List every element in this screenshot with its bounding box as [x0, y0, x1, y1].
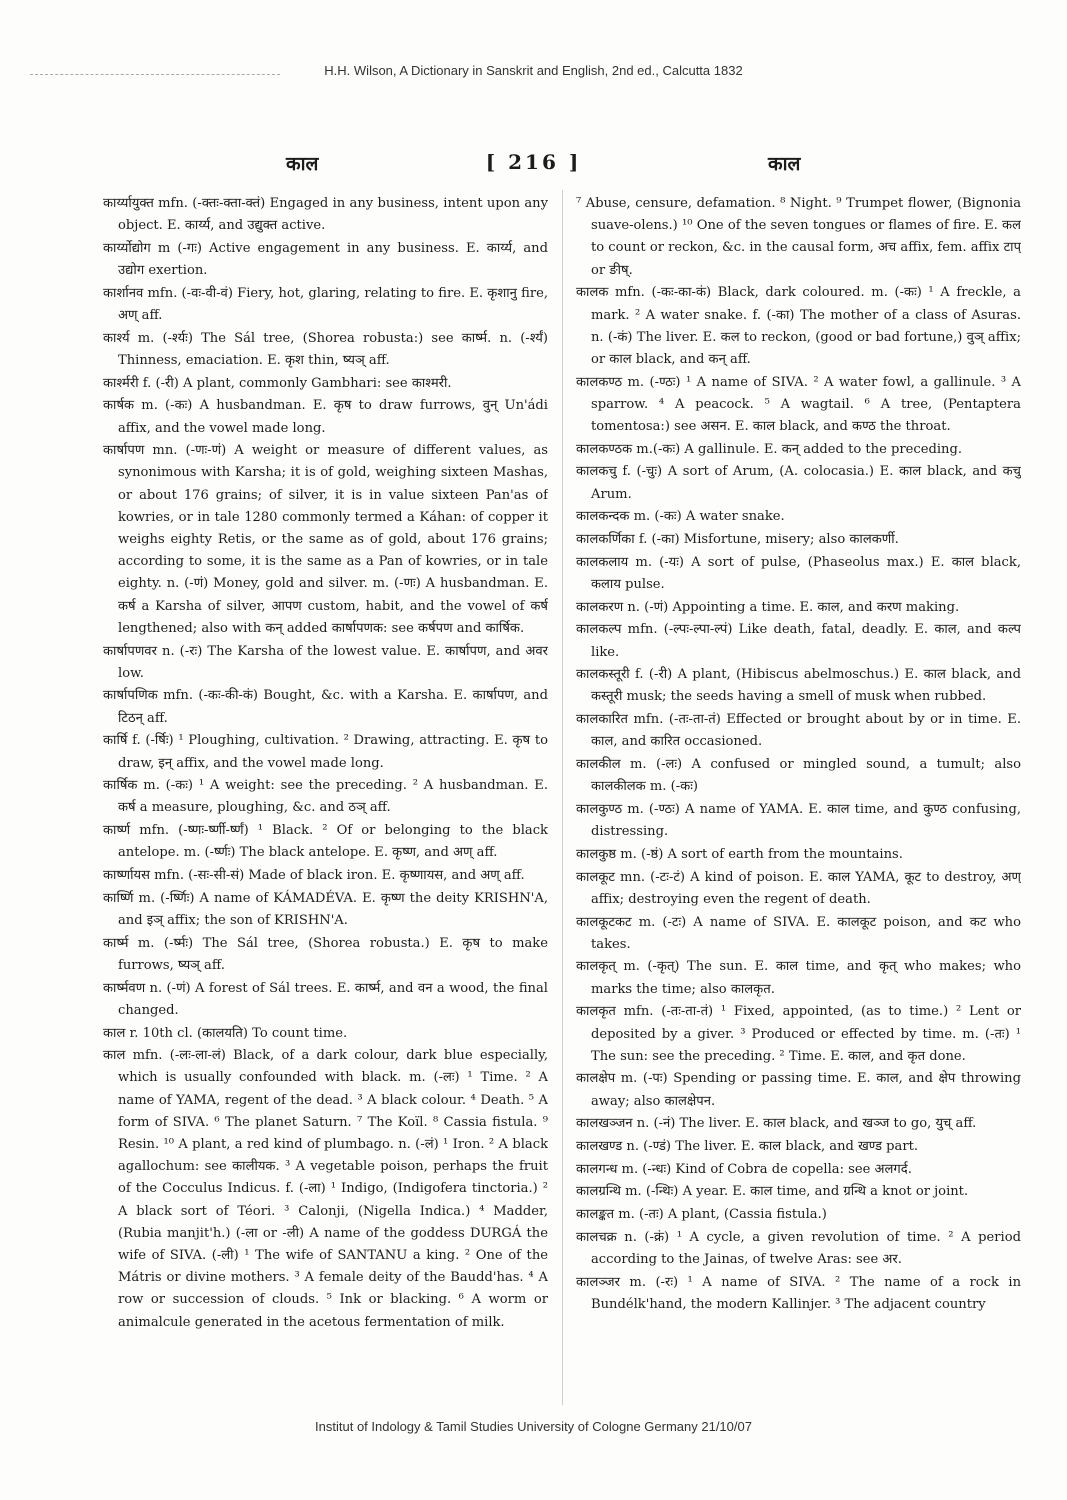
dictionary-entry: कार्षापणवर n. (-रः) The Karsha of the lowest value. E. कार्षापण, and अवर low. — [103, 643, 548, 681]
dictionary-entry: कालकारित mfn. (-तः-ता-तं) Effected or brought about by or in time. E. काल, and कारित occasioned. — [576, 712, 1021, 750]
dictionary-entry: कालकस्तूरी f. (-री) A plant, (Hibiscus abelmoschus.) E. काल black, and कस्तूरी musk; the seeds having a smell of musk when rubbed. — [576, 667, 1021, 705]
dictionary-entry: कार्ष्णि m. (-र्ष्णिः) A name of KÁMADÉVA. E. कृष्ण the deity KRISHN'A, and इञ् affix; the son of KRISHN'A. — [103, 890, 548, 928]
running-headword-left: काल — [286, 153, 319, 175]
dictionary-entry: कालक्षेप m. (-पः) Spending or passing time. E. काल, and क्षेप throwing away; also कालक्षेपन. — [576, 1071, 1021, 1109]
dictionary-entry: कालञ्जर m. (-रः) ¹ A name of SIVA. ² The name of a rock in Bundélk'hand, the modern Kallinjer. ³ The adjacent country — [576, 1274, 1021, 1312]
dictionary-entry: कालकूटकट m. (-टः) A name of SIVA. E. कालकूट poison, and कट who takes. — [576, 914, 1021, 952]
dictionary-entry: कालकण्ठ m. (-ण्ठः) ¹ A name of SIVA. ² A water fowl, a gallinule. ³ A sparrow. ⁴ A peacock. ⁵ A wagtail. ⁶ A tree, (Pentaptera tomentosa:) see असन. E. काल black, and कण्ठ the throat. — [576, 374, 1021, 435]
left-column — [103, 193, 548, 1403]
dictionary-entry: कालकूट mn. (-टः-टं) A kind of poison. E. काल YAMA, कूट to destroy, अण् affix; destroying even the regent of death. — [576, 869, 1021, 907]
dictionary-entry: कालखण्ड n. (-ण्डं) The liver. E. काल black, and खण्ड part. — [576, 1139, 919, 1155]
institution-caption: Institut of Indology & Tamil Studies University of Cologne Germany 21/10/07 — [315, 1419, 752, 1434]
dictionary-entry: कार्षापण mn. (-णः-णं) A weight or measure of different values, as synonimous with Karsha; it is of gold, weighing sixteen Mashas, or about 176 grains; of silver, it is in value sixteen Pan'as of kowries, or in tale 1280 commonly termed a Káhan: of copper it weighs eighty Retis, or the same as of gold, about 176 grains; according to some, it is the same as a Pan of kowries, or in tale eighty. n. (-णं) Money, gold and silver. m. (-णः) A husbandman. E. कर्ष a Karsha of silver, आपण custom, habit, and the vowel of कर्ष lengthened; also with कन् added कार्षापणक: see कर्षपण and कार्षिक. — [103, 443, 548, 636]
dictionary-entry: कालकुण्ठ m. (-ण्ठः) A name of YAMA. E. काल time, and कुण्ठ confusing, distressing. — [576, 801, 1021, 840]
dictionary-entry: कालकुष्ठ m. (-ष्ठं) A sort of earth from the mountains. — [576, 846, 903, 862]
dictionary-entry: कार्श्य m. (-र्श्यः) The Sál tree, (Shorea robusta:) see कार्ष्म. n. (-र्श्यं) Thinness, emaciation. E. कृश thin, ष्यञ् aff. — [103, 330, 548, 368]
right-column — [576, 193, 1021, 1403]
dictionary-entry: कालक mfn. (-कः-का-कं) Black, dark coloured. m. (-कः) ¹ A freckle, a mark. ² A water snake. f. (-का) The mother of a class of Asuras. n. (-कं) The liver. E. कल to reckon, (good or bad fortune,) वुञ् affix; or काल black, and कन् aff. — [576, 285, 1021, 367]
dictionary-entry: कालकलाय m. (-यः) A sort of pulse, (Phaseolus max.) E. काल black, कलाय pulse. — [576, 554, 1021, 592]
dictionary-entry: कार्शानव mfn. (-वः-वी-वं) Fiery, hot, glaring, relating to fire. E. कृशानु fire, अण् aff. — [103, 285, 548, 324]
dictionary-entry: कालकन्दक m. (-कः) A water snake. — [576, 509, 785, 525]
dictionary-entry: कालकील m. (-लः) A confused or mingled sound, a tumult; also कालकीलक m. (-कः) — [576, 757, 1021, 795]
dictionary-entry: कार्य्यायुक्त mfn. (-क्तः-क्ता-क्तं) Engaged in any business, intent upon any object. E. कार्य्य, and उद्युक्त active. — [103, 196, 548, 234]
dictionary-entry: कार्य्योद्योग m (-गः) Active engagement in any business. E. कार्य्य, and उद्योग exertion. — [103, 240, 548, 279]
dictionary-entry: कालकल्प mfn. (-ल्पः-ल्पा-ल्पं) Like death, fatal, deadly. E. काल, and कल्प like. — [576, 622, 1021, 660]
column-divider — [562, 190, 563, 1405]
source-caption: H.H. Wilson, A Dictionary in Sanskrit and English, 2nd ed., Calcutta 1832 — [324, 63, 743, 78]
dictionary-entry: कालकर्णिका f. (-का) Misfortune, misery; also कालकर्णी. — [576, 532, 899, 548]
dictionary-entry: कार्षि f. (-र्षिः) ¹ Ploughing, cultivation. ² Drawing, attracting. E. कृष to draw, इन् affix, and the vowel made long. — [103, 733, 548, 771]
dictionary-entry: ⁷ Abuse, censure, defamation. ⁸ Night. ⁹ Trumpet flower, (Bignonia suave-olens.) ¹⁰ One of the seven tongues or flames of fire. E. कल to count or reckon, &c. in the causal form, अच affix, fem. affix टाप् or ङीष्. — [576, 196, 1021, 278]
dictionary-entry: कालकृत् m. (-कृत्) The sun. E. काल time, and कृत् who makes; who marks the time; also कालकृत. — [576, 959, 1021, 997]
dictionary-entry: काल mfn. (-लः-ला-लं) Black, of a dark colour, dark blue especially, which is usually confounded with black. m. (-लः) ¹ Time. ² A name of YAMA, regent of the dead. ³ A black colour. ⁴ Death. ⁵ A form of SIVA. ⁶ The planet Saturn. ⁷ The Koïl. ⁸ Cassia fistula. ⁹ Resin. ¹⁰ A plant, a red kind of plumbago. n. (-लं) ¹ Iron. ² A black agallochum: see कालीयक. ³ A vegetable poison, perhaps the fruit of the Cocculus Indicus. f. (-ला) ¹ Indigo, (Indigofera tinctoria.) ² A black sort of Téori. ³ Calonji, (Nigella Indica.) ⁴ Madder, (Rubia manjit'h.) (-ला or -ली) A name of the goddess DURGÁ the wife of SIVA. (-ली) ¹ The wife of SANTANU a king. ² One of the Mátris or divine mothers. ³ A female deity of the Baudd'has. ⁴ A row or succession of clouds. ⁵ Ink or blacking. ⁶ A worm or animalcule generated in the acetous fermentation of milk. — [103, 1048, 548, 1330]
dictionary-entry: कार्ष्ण mfn. (-ष्णः-र्ष्णी-र्ष्णं) ¹ Black. ² Of or belonging to the black antelope. m. (-र्ष्णः) The black antelope. E. कृष्ण, and अण् aff. — [103, 823, 548, 861]
dictionary-entry: कालकण्ठक m.(-कः) A gallinule. E. कन् added to the preceding. — [576, 441, 963, 457]
dictionary-entry: कालखञ्जन n. (-नं) The liver. E. काल black, and खञ्ज to go, युच् aff. — [576, 1116, 977, 1132]
dictionary-entry: कालङ्कत m. (-तः) A plant, (Cassia fistula.) — [576, 1207, 827, 1223]
dictionary-entry: कालकृत mfn. (-तः-ता-तं) ¹ Fixed, appointed, (as to time.) ² Lent or deposited by a giver. ³ Produced or effected by time. m. (-तः) ¹ The sun: see the preceding. ² Time. E. काल, and कृत done. — [576, 1004, 1021, 1064]
dictionary-entry: कालकचु f. (-चुः) A sort of Arum, (A. colocasia.) E. काल black, and कचु Arum. — [576, 464, 1021, 502]
dictionary-entry: कार्ष्म m. (-र्ष्मः) The Sál tree, (Shorea robusta.) E. कृष to make furrows, ष्यञ् aff. — [103, 935, 548, 973]
dictionary-entry: कालचक्र n. (-क्रं) ¹ A cycle, a given revolution of time. ² A period according to the Jainas, of twelve Aras: see अर. — [576, 1229, 1021, 1268]
dictionary-entry: कार्ष्णायस mfn. (-सः-सी-सं) Made of black iron. E. कृष्णायस, and अण् aff. — [103, 868, 525, 884]
dictionary-entry: कालगन्ध m. (-न्धः) Kind of Cobra de copella: see अलगर्द. — [576, 1161, 912, 1177]
dictionary-entry: कालग्रन्थि m. (-न्थिः) A year. E. काल time, and ग्रन्थि a knot or joint. — [576, 1184, 969, 1200]
running-headword-right: काल — [768, 153, 801, 175]
dictionary-entry: कार्श्मरी f. (-री) A plant, commonly Gambhari: see काश्मरी. — [103, 375, 452, 391]
page-number: [ 216 ] — [485, 150, 582, 174]
dictionary-entry: कार्ष्मवण n. (-णं) A forest of Sál trees. E. कार्ष्म, and वन a wood, the final changed. — [103, 980, 548, 1018]
dictionary-entry: काल r. 10th cl. (कालयति) To count time. — [103, 1025, 348, 1041]
dictionary-entry: कार्षापणिक mfn. (-कः-की-कं) Bought, &c. with a Karsha. E. कार्षापण, and टिठन् aff. — [103, 688, 548, 726]
dictionary-entry: कार्षक m. (-कः) A husbandman. E. कृष to draw furrows, वुन् Un'ádi affix, and the vowel made long. — [103, 398, 548, 436]
dictionary-entry: कालकरण n. (-णं) Appointing a time. E. काल, and करण making. — [576, 599, 960, 615]
dictionary-entry: कार्षिक m. (-कः) ¹ A weight: see the preceding. ² A husbandman. E. कर्ष a measure, ploughing, &c. and ठञ् aff. — [103, 778, 548, 816]
